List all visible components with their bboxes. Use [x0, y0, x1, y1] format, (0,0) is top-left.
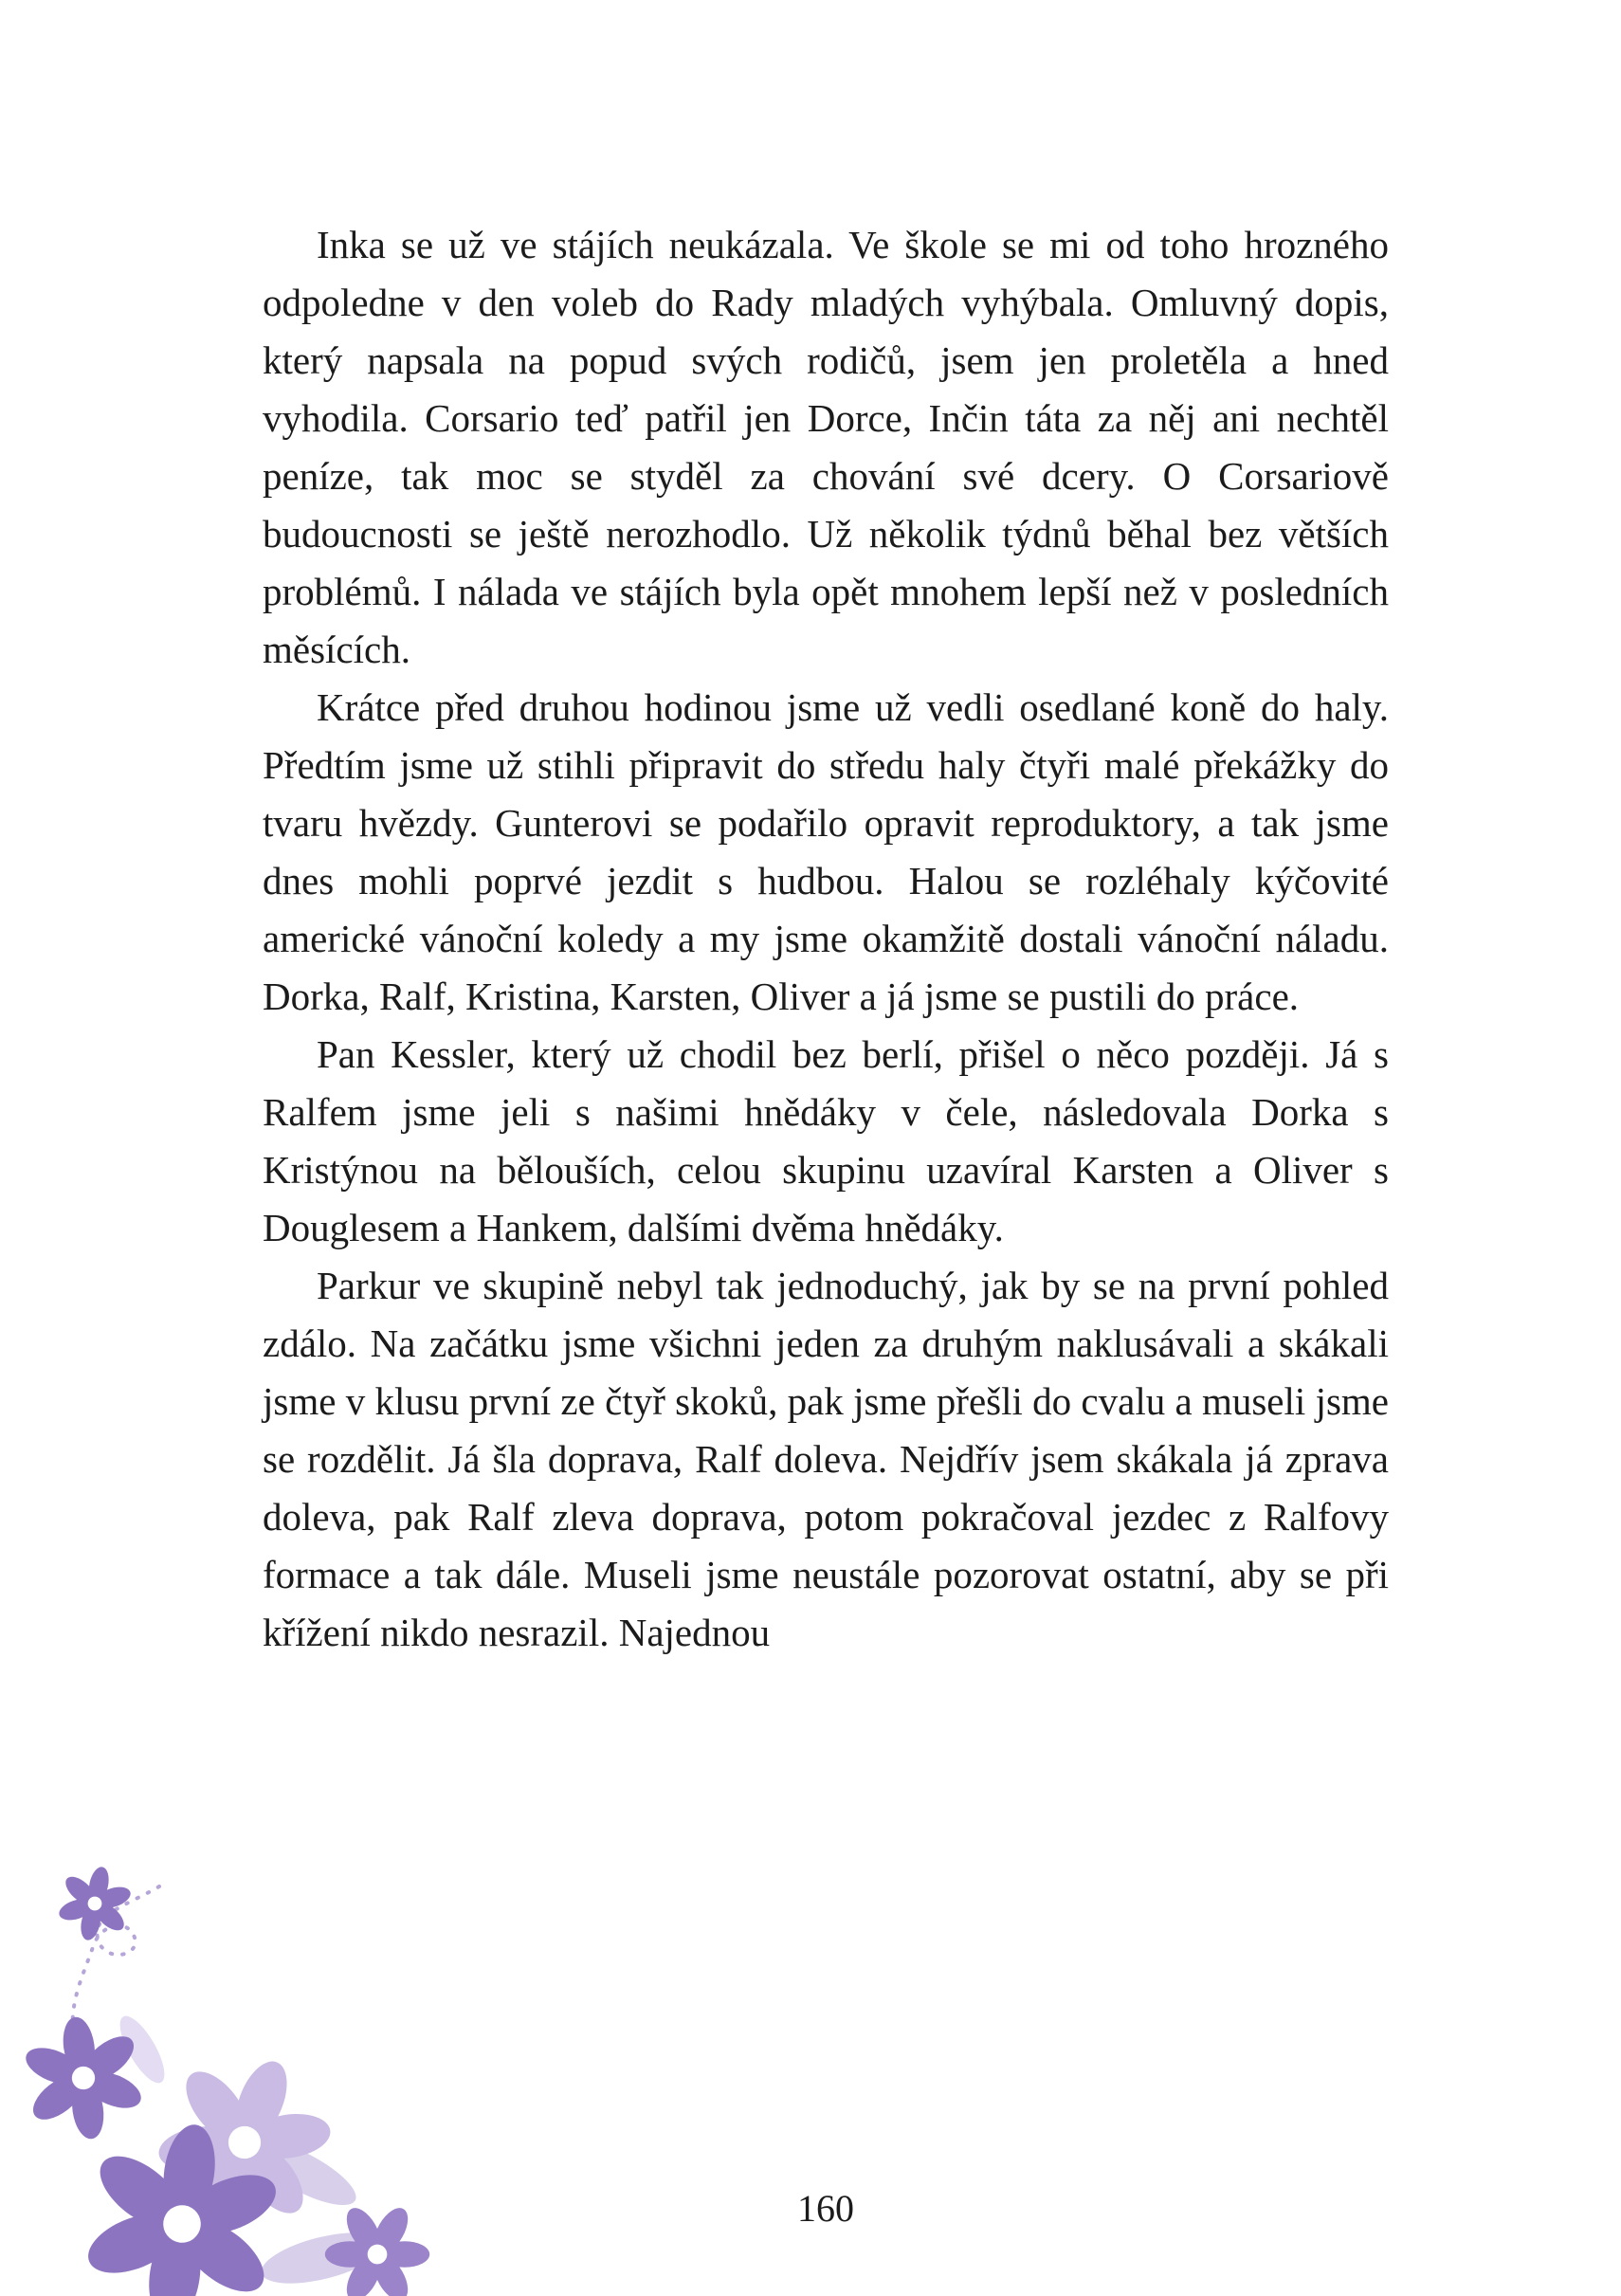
paragraph-3: Pan Kessler, který už chodil bez berlí, přišel o něco později. Já s Ralfem jsme jeli s našimi hnědáky v čele, následovala Dorka s Kristýnou na bělouších, celou skupinu uzavíral Karsten a Oliver s Douglesem a Hankem, dalšími dvěma hnědáky.: [263, 1032, 1389, 1249]
paragraph-1: Inka se už ve stájích neukázala. Ve škole se mi od toho hrozného odpoledne v den voleb do Rady mladých vyhýbala. Omluvný dopis, který napsala na popud svých rodičů, jsem jen proletěla a hned vyhodila. Corsario teď patřil jen Dorce, Inčin táta za něj ani nechtěl peníze, tak moc se styděl za chování své dcery. O Corsariově budoucnosti se ještě nerozhodlo. Už několik týdnů běhal bez větších problémů. I nálada ve stájích byla opět mnohem lepší než v posledních měsících.: [263, 223, 1389, 671]
paragraph-2: Krátce před druhou hodinou jsme už vedli osedlané koně do haly. Předtím jsme už stihli připravit do středu haly čtyři malé překážky do tvaru hvězdy. Gunterovi se podařilo opravit reproduktory, a tak jsme dnes mohli poprvé jezdit s hudbou. Halou se rozléhaly kýčovité americké vánoční koledy a my jsme okamžitě dostali vánoční náladu. Dorka, Ralf, Kristina, Karsten, Oliver a já jsme se pustili do práce.: [263, 685, 1389, 1018]
page-number: 160: [797, 2187, 854, 2230]
page-text: [263, 216, 1389, 1662]
paragraph-4: Parkur ve skupině nebyl tak jednoduchý, jak by se na první pohled zdálo. Na začátku jsme všichni jeden za druhým naklusávali a skákali jsme v klusu první ze čtyř skoků, pak jsme přešli do cvalu a museli jsme se rozdělit. Já šla doprava, Ralf doleva. Nejdřív jsem skákala já zprava doleva, pak Ralf zleva doprava, potom pokračoval jezdec z Ralfovy formace a tak dále. Museli jsme neustále pozorovat ostatní, aby se při křížení nikdo nesrazil. Najednou: [263, 1264, 1389, 1654]
